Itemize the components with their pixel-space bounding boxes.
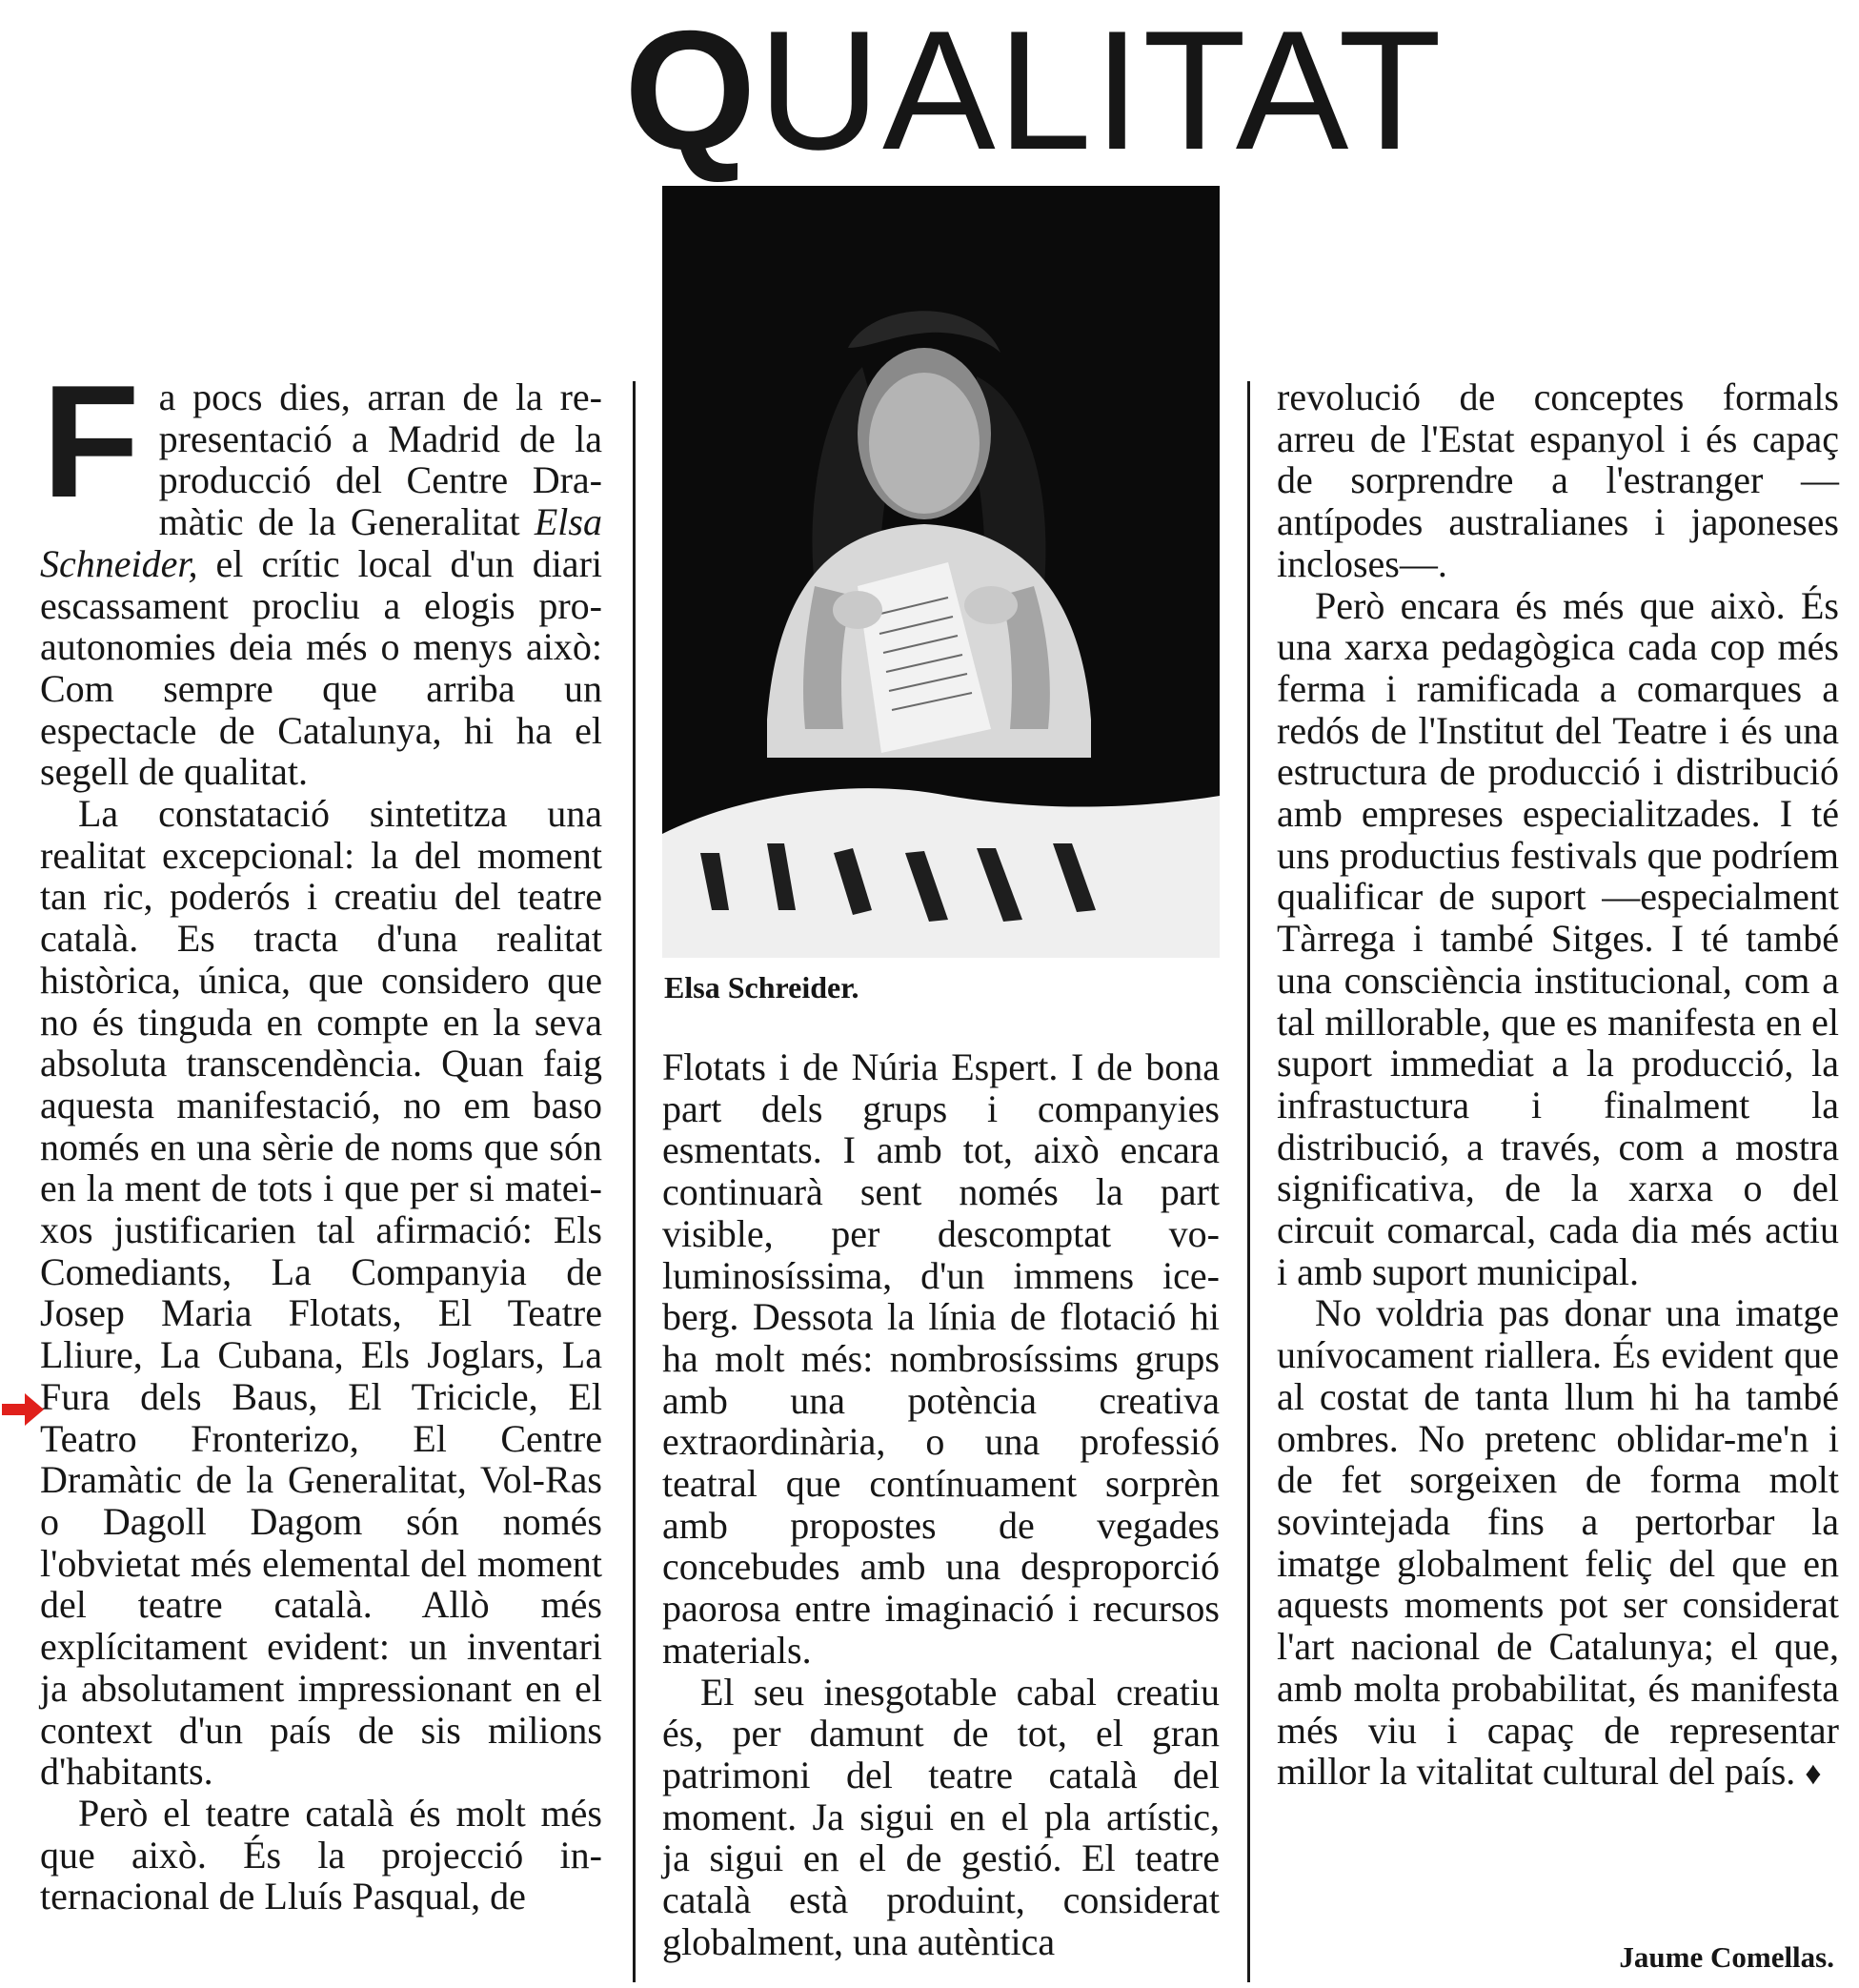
play-title: Elsa Schneider, (40, 500, 602, 585)
column-rule-left (633, 381, 636, 1982)
photo-illustration (662, 186, 1220, 958)
paragraph: No voldria pas donar una imatge unívocament riallera. És evident que al costat de tanta llum hi ha també ombres. No pretenc oblidar-me'n i de fet sorgeixen de forma molt sovintejada fins a pertorbar la imatge globalment feliç del que en aquests moments pot ser considerat l'art nacional de Catalunya; el que, amb molta probabilitat, és manifesta més viu i capaç de representar millor la vitalitat cultural del país. ♦ (1277, 1291, 1839, 1794)
title-initial: Q (624, 0, 758, 185)
article-column-2 (662, 1046, 1220, 1962)
paragraph: Fa pocs dies, arran de la representació a Madrid de la producció del Centre Dramàtic de la Generalitat Elsa Schneider, el crític local d'un diari escassament procliu a elogis pro-autonomies deia més o menys això: Com sempre que arriba un espectacle de Catalunya, hi ha el segell de qualitat. (40, 352, 602, 794)
end-mark-icon: ♦ (1805, 1756, 1822, 1793)
paragraph: La constatació sintetitza una realitat excepcional: la del moment tan ric, poderós i creatiu del teatre català. Es tracta d'una realitat històrica, única, que considero que no és tinguda en compte en la seva absoluta transcendència. Quan faig aquesta manifestació, no em baso només en una sèrie de noms que són en la ment de tots i que per si mateixos justificarien tal afirmació: Els Comediants, La Companyia de Josep Maria Flotats, El Teatre Lliure, La Cubana, Els Joglars, La Fura dels Baus, El Tricicle, El Teatro Fronterizo, El Centre Dramàtic de la Generalitat, Vol-Ras o Dagoll Dagom són només l'obvietat més elemental del moment del teatre català. Allò més explícitament evident: un inventari ja absolutament impressionant en el context d'un país de sis milions d'habitants. (40, 792, 602, 1794)
photo-caption: Elsa Schreider. (664, 970, 859, 1004)
column-rule-right (1247, 381, 1250, 1982)
paragraph: Però encara és més que això. És una xarxa pedagògica cada cop més ferma i ramificada a comarques a redós de l'Institut del Teatre i és una estructura de producció i distribució amb empreses especialitzades. I té uns productius festivals que podríem qualificar de suport —especialment Tàrrega i també Sitges. I té també una consciència institucional, com a tal millorable, que es manifesta en el suport immediat a la producció, la infrastuctura i finalment la distribució, a través, com a mostra significativa, de la xarxa o del circuit comarcal, cada dia més actiu i amb suport municipal. (1277, 583, 1839, 1293)
title-rest: UALITAT (758, 0, 1444, 185)
actress-photo (662, 186, 1220, 958)
article-column-1 (40, 352, 602, 1918)
drop-cap: F (42, 352, 140, 531)
paragraph: revolució de conceptes formals arreu de l'Estat espanyol i és capaç de sorprendre a l'estranger —antípodes australianes i japoneses incloses—. (1277, 375, 1839, 585)
red-arrow-icon (2, 1393, 44, 1426)
paragraph: Però el teatre català és molt més que això. És la projecció internacional de Lluís Pasqual, de (40, 1791, 602, 1918)
article-title (624, 0, 1444, 185)
author-signature: Jaume Comellas. (1619, 1940, 1834, 1974)
paragraph: Flotats i de Núria Espert. I de bona part dels grups i companyies esmentats. I amb tot, això encara continuarà sent només la part visible, per descomptat voluminosíssima, d'un immens iceberg. Dessota la línia de flotació hi ha molt més: nombrosíssims grups amb una potència creativa extraordinària, o una professió teatral que contínuament sorprèn amb propostes de vegades concebudes amb una desproporció paorosa entre imaginació i recursos materials. (662, 1045, 1220, 1672)
paragraph: El seu inesgotable cabal creatiu és, per damunt de tot, el gran patrimoni del teatre català del moment. Ja sigui en el pla artístic, ja sigui en el de gestió. El teatre català està produint, considerat globalment, una autèntica (662, 1670, 1220, 1963)
article-column-3 (1277, 376, 1839, 1795)
